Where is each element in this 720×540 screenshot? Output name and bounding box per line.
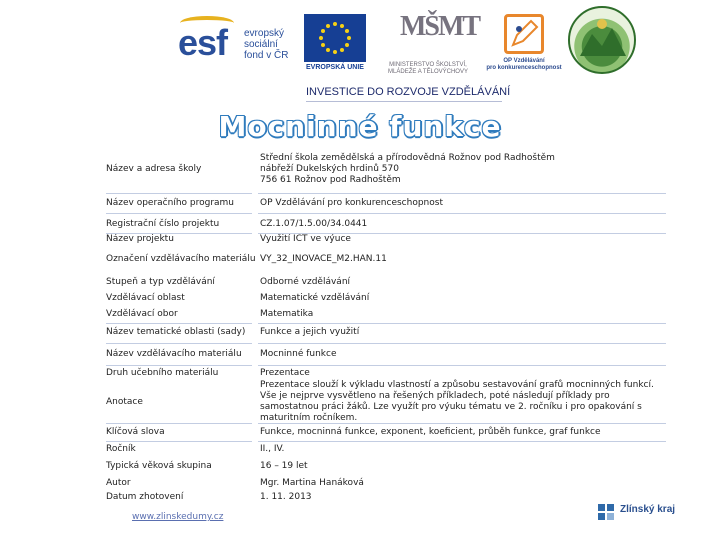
op-pencil-icon: [504, 14, 544, 54]
table-row: [106, 490, 666, 504]
row-separator: [106, 365, 252, 366]
row-separator: [106, 213, 252, 214]
row-value: [260, 344, 666, 364]
table-row: [106, 232, 666, 246]
table-row: [106, 146, 666, 192]
row-value: [260, 366, 666, 380]
esf-text: evropský sociální fond v ČR: [244, 28, 289, 61]
row-value: [260, 322, 666, 342]
row-separator: [258, 365, 666, 366]
table-row: [106, 442, 666, 456]
table-row: [106, 246, 666, 272]
table-row: [106, 458, 666, 474]
row-value-text: Matematické vzdělávání: [260, 292, 370, 303]
row-separator: [106, 193, 252, 194]
row-value-text: 1. 11. 2013: [260, 491, 312, 502]
row-value: [260, 290, 666, 306]
row-value: [260, 274, 666, 290]
row-separator: [258, 323, 666, 324]
row-separator: [258, 213, 666, 214]
row-value-text: CZ.1.07/1.5.00/34.0441: [260, 218, 368, 229]
msmt-mark: MŠMT: [400, 11, 480, 42]
row-value: [260, 442, 666, 456]
row-value: [260, 246, 666, 272]
row-value: [260, 424, 666, 440]
row-value-text: 16 – 19 let: [260, 460, 308, 471]
eu-stars-icon: [304, 14, 366, 62]
row-label: Autor: [106, 477, 131, 488]
row-label: Ročník: [106, 443, 136, 454]
row-label: Název operačního programu: [106, 197, 235, 208]
table-row: [106, 424, 666, 440]
logo-banner: [0, 0, 720, 110]
row-label: Označení vzdělávacího materiálu: [106, 253, 256, 264]
row-label: Vzdělávací obor: [106, 308, 178, 319]
eu-logo: [298, 14, 372, 76]
invest-slogan: INVESTICE DO ROZVOJE VZDĚLÁVÁNÍ: [306, 86, 511, 98]
table-row: [106, 476, 666, 490]
table-row: [106, 194, 666, 212]
row-separator: [258, 441, 666, 442]
row-value-text: VY_32_INOVACE_M2.HAN.11: [260, 253, 387, 264]
table-row: [106, 344, 666, 364]
zlin-region-text: Zlínský kraj: [620, 504, 676, 515]
op-text: OP Vzdělávání pro konkurenceschopnost: [486, 58, 562, 71]
row-label: Název tematické oblasti (sady): [106, 326, 246, 337]
row-separator: [258, 343, 666, 344]
row-label: Anotace: [106, 396, 143, 407]
op-logo: [486, 14, 562, 76]
row-separator: [258, 423, 666, 424]
table-row: [106, 366, 666, 380]
table-row: [106, 382, 666, 422]
table-row: [106, 216, 666, 232]
school-logo: [568, 6, 638, 78]
row-label: Vzdělávací oblast: [106, 292, 185, 303]
row-label: Stupeň a typ vzdělávání: [106, 276, 215, 287]
school-emblem-icon: [568, 6, 636, 74]
row-value: [260, 382, 666, 422]
row-value: [260, 306, 666, 322]
table-row: [106, 274, 666, 290]
row-value-text: Střední škola zemědělská a přírodovědná Rožnov pod Radhoštěm nábřeží Dukelských hrdinů 570 756 61 Rožnov pod Radhoštěm: [260, 152, 555, 185]
table-row: [106, 322, 666, 342]
row-value: [260, 216, 666, 232]
table-row: [106, 306, 666, 322]
msmt-logo: [372, 11, 484, 76]
row-label: Název a adresa školy: [106, 163, 202, 174]
row-label: Název projektu: [106, 233, 174, 244]
row-label: Registrační číslo projektu: [106, 218, 220, 229]
eu-flag-icon: [304, 14, 366, 62]
row-value-text: Funkce a jejich využití: [260, 326, 360, 337]
slogan-underline: [306, 101, 502, 102]
row-label: Typická věková skupina: [106, 460, 212, 471]
row-separator: [258, 193, 666, 194]
row-separator: [106, 233, 252, 234]
row-value: [260, 194, 666, 212]
row-value: [260, 476, 666, 490]
row-value-text: Prezentace: [260, 367, 310, 378]
row-label: Druh učebního materiálu: [106, 367, 219, 378]
esf-logo: [178, 10, 290, 74]
row-label: Datum zhotovení: [106, 491, 184, 502]
row-value-text: Využití ICT ve výuce: [260, 233, 351, 244]
row-label: Název vzdělávacího materiálu: [106, 348, 242, 359]
row-separator: [106, 323, 252, 324]
table-row: [106, 290, 666, 306]
zlin-region-logo: [598, 502, 688, 522]
row-label: Klíčová slova: [106, 426, 165, 437]
row-value-text: Odborné vzdělávání: [260, 276, 351, 287]
row-value-text: OP Vzdělávání pro konkurenceschopnost: [260, 197, 443, 208]
page-title: Mocninné funkce: [218, 110, 502, 143]
row-separator: [106, 423, 252, 424]
row-separator: [106, 343, 252, 344]
row-value-text: Matematika: [260, 308, 314, 319]
row-value: [260, 458, 666, 474]
msmt-text: MINISTERSTVO ŠKOLSTVÍ, MLÁDEŽE A TĚLOVÝCHOVY: [388, 62, 468, 75]
row-separator: [106, 441, 252, 442]
row-value-text: Prezentace slouží k výkladu vlastností a způsobu sestavování grafů mocninných funkcí. Vše je nejprve vysvětleno na řešených příkladech, poté následují příklady pro samostatnou práci žáků. Lze využít pro výuku tématu ve 2. ročníku i pro opakování s maturitním ročníkem.: [260, 380, 654, 423]
website-link[interactable]: www.zlinskedumy.cz: [132, 512, 224, 522]
eu-text: EVROPSKÁ UNIE: [306, 64, 364, 71]
row-value-text: II., IV.: [260, 443, 285, 454]
row-separator: [258, 233, 666, 234]
row-value-text: Funkce, mocninná funkce, exponent, koeficient, průběh funkce, graf funkce: [260, 426, 601, 437]
row-value: [260, 232, 666, 246]
zlin-region-icon: [598, 504, 614, 520]
row-value-text: Mgr. Martina Hanáková: [260, 477, 364, 488]
row-value: [260, 146, 666, 192]
esf-mark: esf: [178, 22, 228, 63]
row-value-text: Mocninné funkce: [260, 348, 337, 359]
